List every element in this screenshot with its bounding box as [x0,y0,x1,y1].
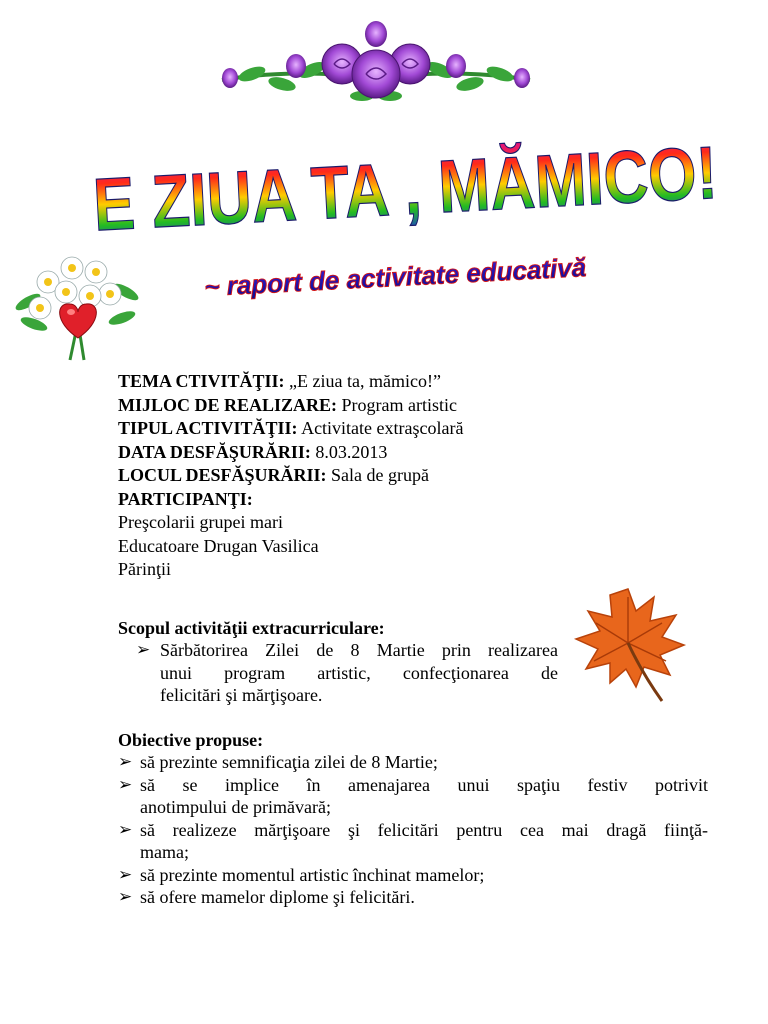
objectives-heading: Obiective propuse: [118,730,264,750]
detail-participants [118,488,598,512]
objective-line: mama; [140,842,189,862]
detail-label: MIJLOC DE REALIZARE: [118,394,338,415]
objective-line: să ofere mamelor diplome şi felicitări. [140,887,415,907]
svg-text:~ raport de activitate educati: ~ raport de activitate educativă [203,252,587,302]
detail-value: 8.03.2013 [310,441,388,462]
participant-item: Educatoare Drugan Vasilica [118,535,319,556]
scope-line: Sărbătorirea Zilei de 8 Martie prin realizarea [160,640,558,660]
detail-value: „E ziua ta, mămico!” [284,371,441,391]
objectives-list [118,751,708,909]
rose-garland-icon [212,18,540,104]
autumn-leaf-icon [570,583,688,709]
scope-line: felicitări şi mărţişoare. [160,685,323,705]
scope-section [118,618,558,707]
participant-item: Părinţii [118,559,171,579]
detail-label: DATA DESFĂŞURĂRII: [118,441,311,462]
detail-theme [118,370,598,394]
detail-value: Program artistic [337,394,458,415]
scope-bullet [118,639,558,707]
detail-means [118,394,598,418]
detail-label: PARTICIPANŢI: [118,488,253,509]
objectives-section [118,730,708,909]
arrow-bullet-icon: ➢ [118,887,133,906]
detail-type [118,417,598,441]
objective-line: să prezinte momentul artistic închinat mamelor; [140,864,485,885]
objective-item [118,886,708,909]
objective-item [118,751,708,774]
page-title [91,130,720,247]
objective-line: să prezinte semnificaţia zilei de 8 Martie; [140,752,438,772]
objective-line: să realizeze mărţişoare şi felicitări pentru cea mai dragă fiinţă- [140,819,708,840]
objective-line: să se implice în amenajarea unui spaţiu festiv potrivit [140,774,708,795]
objective-item [118,819,708,864]
detail-label: TIPUL ACTIVITĂŢII: [118,418,298,438]
participant-item: Preşcolarii grupei mari [118,512,283,532]
activity-details [118,370,598,582]
objective-item [118,864,708,887]
objective-line: anotimpului de primăvară; [140,797,331,817]
arrow-bullet-icon: ➢ [118,864,133,884]
daisy-heart-bouquet-icon [14,252,142,362]
scope-line: unui program artistic, confecţionarea de [160,662,558,683]
detail-label: LOCUL DESFĂŞURĂRII: [118,465,327,485]
detail-label: TEMA CTIVITĂŢII: [118,371,285,391]
arrow-bullet-icon: ➢ [118,774,133,794]
scope-heading: Scopul activităţii extracurriculare: [118,618,385,638]
detail-date [118,441,598,465]
svg-text:E ZIUA TA , MĂMICO!: E ZIUA TA , MĂMICO! [91,130,720,247]
detail-value: Sala de grupă [326,465,430,485]
arrow-bullet-icon: ➢ [136,640,151,659]
detail-location [118,464,598,488]
arrow-bullet-icon: ➢ [118,752,133,771]
objective-item [118,774,708,819]
arrow-bullet-icon: ➢ [118,819,133,839]
detail-value: Activitate extraşcolară [297,418,464,438]
page-subtitle [160,238,630,308]
